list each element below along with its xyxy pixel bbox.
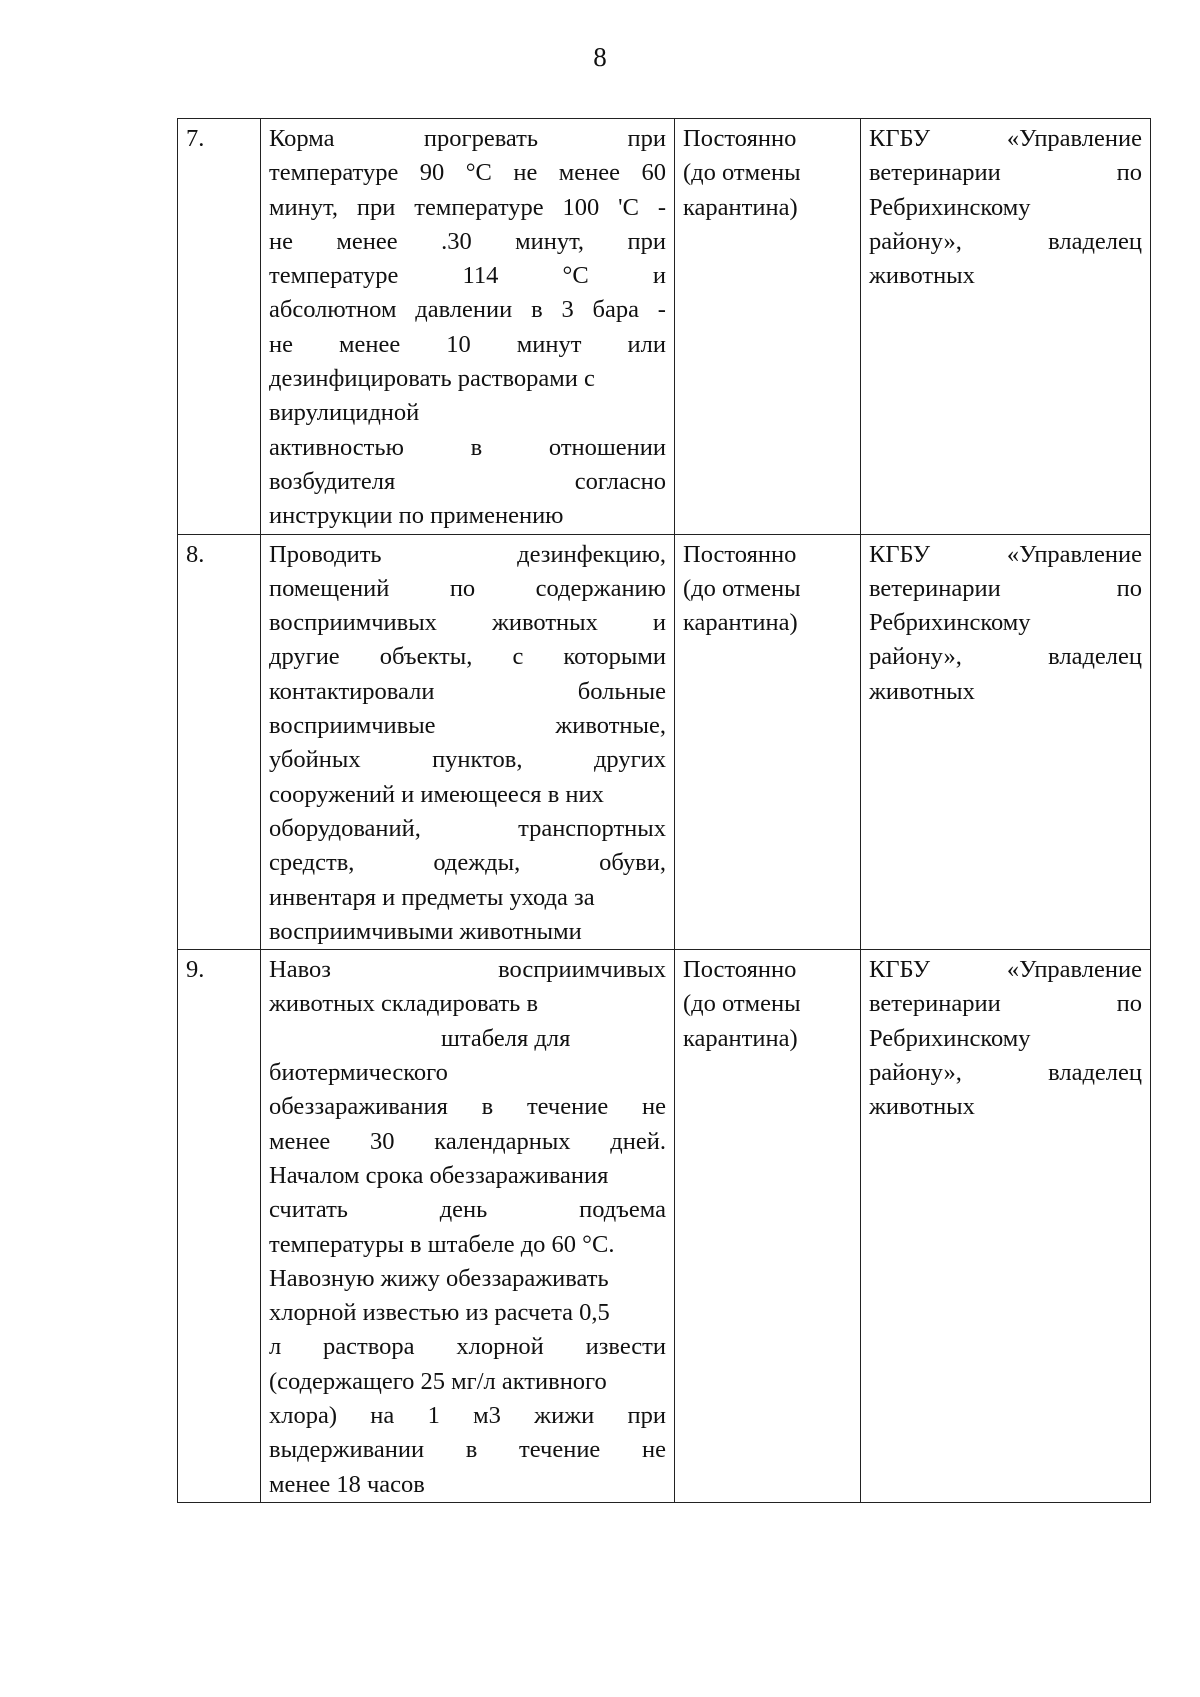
measures-table	[177, 118, 1151, 1503]
responsible-line: животных	[869, 677, 975, 705]
table-row	[178, 119, 1151, 535]
measure-line: оборудований, транспортных	[269, 814, 666, 842]
deadline-line: (до отмены	[683, 574, 801, 602]
deadline-text	[675, 534, 861, 950]
row-number: 8.	[178, 534, 261, 950]
deadline-line: Постоянно	[683, 540, 797, 568]
measure-line: температуры в штабеле до 60 °С.	[269, 1230, 615, 1258]
deadline-line: (до отмены	[683, 990, 801, 1018]
measure-line: Навозную жижу обеззараживать	[269, 1264, 609, 1292]
measure-line: Навоз восприимчивых	[269, 956, 666, 984]
measure-line: обеззараживания в течение не	[269, 1093, 666, 1121]
deadline-line: карантина)	[683, 1024, 798, 1052]
responsible-line: ветеринарии по	[869, 990, 1142, 1018]
measure-line: восприимчивыми животными	[269, 917, 582, 945]
responsible-line: району», владелец	[869, 227, 1142, 255]
measure-line: температуре 90 °С не менее 60	[269, 159, 666, 187]
row-number: 7.	[178, 119, 261, 535]
measure-line: Началом срока обеззараживания	[269, 1161, 609, 1189]
deadline-line: (до отмены	[683, 159, 801, 187]
measure-line: штабеля для	[441, 1024, 571, 1052]
deadline-line: Постоянно	[683, 956, 797, 984]
measure-line: температуре 114 °С и	[269, 262, 666, 290]
responsible-line: КГБУ «Управление	[869, 956, 1142, 984]
row-number: 9.	[178, 950, 261, 1503]
measure-line: биотермического	[269, 1059, 448, 1087]
responsible-text	[861, 950, 1151, 1503]
measure-line: вирулицидной	[269, 399, 420, 427]
measure-line: дезинфицировать растворами с	[269, 365, 595, 393]
measure-line: менее 30 календарных дней.	[269, 1127, 666, 1155]
measure-line: минут, при температуре 100 'С -	[269, 193, 666, 221]
measure-line: л раствора хлорной извести	[269, 1333, 666, 1361]
measure-line: убойных пунктов, других	[269, 746, 666, 774]
responsible-line: животных	[869, 262, 975, 290]
measure-line: помещений по содержанию	[269, 574, 666, 602]
measure-line: возбудителя согласно	[269, 467, 666, 495]
responsible-line: району», владелец	[869, 1059, 1142, 1087]
measure-line: выдерживании в течение не	[269, 1436, 666, 1464]
measure-line: сооружений и имеющееся в них	[269, 780, 604, 808]
page-number: 8	[593, 42, 607, 72]
deadline-text	[675, 950, 861, 1503]
measure-line: контактировали больные	[269, 677, 666, 705]
responsible-line: Ребрихинскому	[869, 193, 1031, 221]
measure-line: не менее .30 минут, при	[269, 227, 666, 255]
measure-line: не менее 10 минут или	[269, 330, 666, 358]
responsible-line: району», владелец	[869, 643, 1142, 671]
responsible-text	[861, 534, 1151, 950]
deadline-line: карантина)	[683, 193, 798, 221]
responsible-line: ветеринарии по	[869, 159, 1142, 187]
measure-line: средств, одежды, обуви,	[269, 849, 666, 877]
responsible-line: Ребрихинскому	[869, 609, 1031, 637]
measure-line: Проводить дезинфекцию,	[269, 540, 666, 568]
measure-line: хлорной известью из расчета 0,5	[269, 1299, 610, 1327]
measure-line: считать день подъема	[269, 1196, 666, 1224]
measure-line: хлора) на 1 м3 жижи при	[269, 1401, 666, 1429]
deadline-line: Постоянно	[683, 125, 797, 152]
responsible-line: КГБУ «Управление	[869, 125, 1142, 152]
responsible-line: животных	[869, 1093, 975, 1121]
table-body	[178, 119, 1151, 1503]
table-row	[178, 950, 1151, 1503]
measure-line: инвентаря и предметы ухода за	[269, 883, 595, 911]
measure-text	[261, 534, 675, 950]
deadline-line: карантина)	[683, 609, 798, 637]
responsible-line: Ребрихинскому	[869, 1024, 1031, 1052]
measure-line: Корма прогревать при	[269, 125, 666, 152]
measure-text	[261, 950, 675, 1503]
measure-line: абсолютном давлении в 3 бара -	[269, 296, 666, 324]
measure-line: восприимчивых животных и	[269, 609, 666, 637]
measure-text	[261, 119, 675, 535]
deadline-text	[675, 119, 861, 535]
measure-line: активностью в отношении	[269, 433, 666, 461]
measure-line: менее 18 часов	[269, 1470, 425, 1498]
measure-line: животных складировать в	[269, 990, 539, 1018]
responsible-line: ветеринарии по	[869, 574, 1142, 602]
measure-line: инструкции по применению	[269, 502, 564, 530]
measure-line: другие объекты, с которыми	[269, 643, 666, 671]
responsible-line: КГБУ «Управление	[869, 540, 1142, 568]
measure-line: восприимчивые животные,	[269, 712, 666, 740]
table-row	[178, 534, 1151, 950]
measure-line: (содержащего 25 мг/л активного	[269, 1367, 607, 1395]
responsible-text	[861, 119, 1151, 535]
